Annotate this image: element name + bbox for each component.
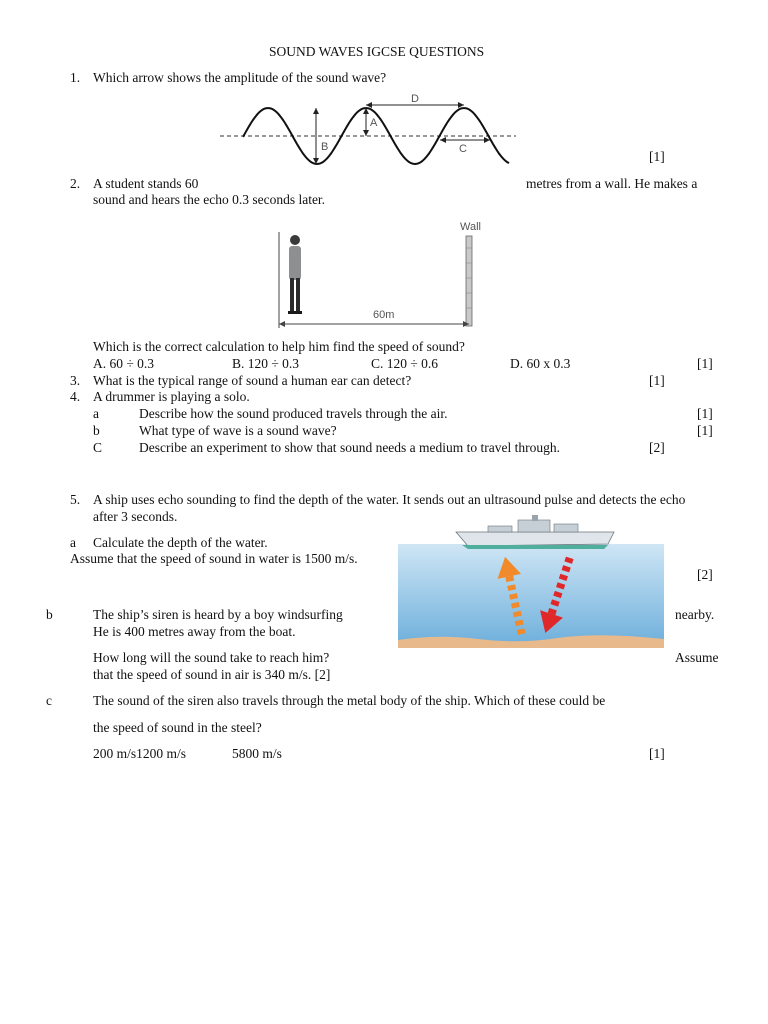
q1-number: 1. [70, 70, 81, 85]
q2-text-c: sound and hears the echo 0.3 seconds later. [93, 192, 326, 207]
q4b-letter: b [93, 423, 100, 438]
ship-figure [456, 515, 614, 549]
q4c-marks: [2] [649, 440, 665, 455]
q5-line1: A ship uses echo sounding to find the depth of the water. It sends out an ultrasound pulse and detects the echo [93, 492, 686, 507]
q4c-text: Describe an experiment to show that sound needs a medium to travel through. [139, 440, 561, 455]
q4a-marks: [1] [697, 406, 713, 421]
q4a-letter: a [93, 406, 99, 421]
wall-label: Wall [460, 221, 481, 233]
echo-sounding-diagram [398, 514, 664, 652]
q5-number: 5. [70, 492, 81, 507]
q3-text: What is the typical range of sound a human ear can detect? [93, 373, 412, 388]
q5b-text1-end: nearby. [675, 607, 715, 622]
q2-question: Which is the correct calculation to help him find the speed of sound? [93, 339, 465, 354]
q5a-marks: [2] [697, 567, 713, 582]
q5b-text3-end: Assume [675, 650, 719, 665]
echo-diagram [276, 218, 486, 330]
q4c-letter: C [93, 440, 103, 455]
distance-label: 60m [373, 309, 395, 321]
page-title: SOUND WAVES IGCSE QUESTIONS [269, 44, 485, 59]
q5b-text2: He is 400 metres away from the boat. [93, 624, 296, 639]
q2-option-b: B. 120 ÷ 0.3 [232, 356, 300, 371]
q4b-marks: [1] [697, 423, 713, 438]
q2-text-b: metres from a wall. He makes a [526, 176, 698, 191]
q5c-text1: The sound of the siren also travels through the metal body of the ship. Which of these could be [93, 693, 606, 708]
wave-diagram [218, 88, 518, 168]
q5b-text4: that the speed of sound in air is 340 m/s. [2] [93, 667, 331, 682]
q5b-letter: b [46, 607, 53, 622]
q4-text: A drummer is playing a solo. [93, 389, 250, 404]
q3-marks: [1] [649, 373, 665, 388]
q3-number: 3. [70, 373, 81, 388]
q5c-marks: [1] [649, 746, 665, 761]
label-c: C [459, 143, 467, 155]
q1-marks: [1] [649, 149, 665, 164]
q5c-options-2: 5800 m/s [232, 746, 282, 761]
q1-text: Which arrow shows the amplitude of the sound wave? [93, 70, 387, 85]
q5c-options-1: 200 m/s1200 m/s [93, 746, 187, 761]
q5a-assume: Assume that the speed of sound in water is 1500 m/s. [70, 551, 358, 566]
q5-line2: after 3 seconds. [93, 509, 178, 524]
q4-number: 4. [70, 389, 81, 404]
q2-number: 2. [70, 176, 81, 191]
label-d: D [411, 93, 419, 105]
student-figure [288, 235, 302, 314]
q5a-text: Calculate the depth of the water. [93, 535, 268, 550]
q4b-text: What type of wave is a sound wave? [139, 423, 337, 438]
q2-marks: [1] [697, 356, 713, 371]
q5b-text3: How long will the sound take to reach him? [93, 650, 330, 665]
label-b: B [321, 141, 329, 153]
q2-text-a: A student stands 60 [93, 176, 199, 191]
q5c-text2: the speed of sound in the steel? [93, 720, 262, 735]
q2-option-a: A. 60 ÷ 0.3 [93, 356, 155, 371]
q4a-text: Describe how the sound produced travels through the air. [139, 406, 448, 421]
q5b-text1: The ship’s siren is heard by a boy windsurfing [93, 607, 343, 622]
q5c-letter: c [46, 693, 52, 708]
q2-option-c: C. 120 ÷ 0.6 [371, 356, 439, 371]
q5a-letter: a [70, 535, 76, 550]
q2-option-d: D. 60 x 0.3 [510, 356, 571, 371]
label-a: A [370, 117, 378, 129]
